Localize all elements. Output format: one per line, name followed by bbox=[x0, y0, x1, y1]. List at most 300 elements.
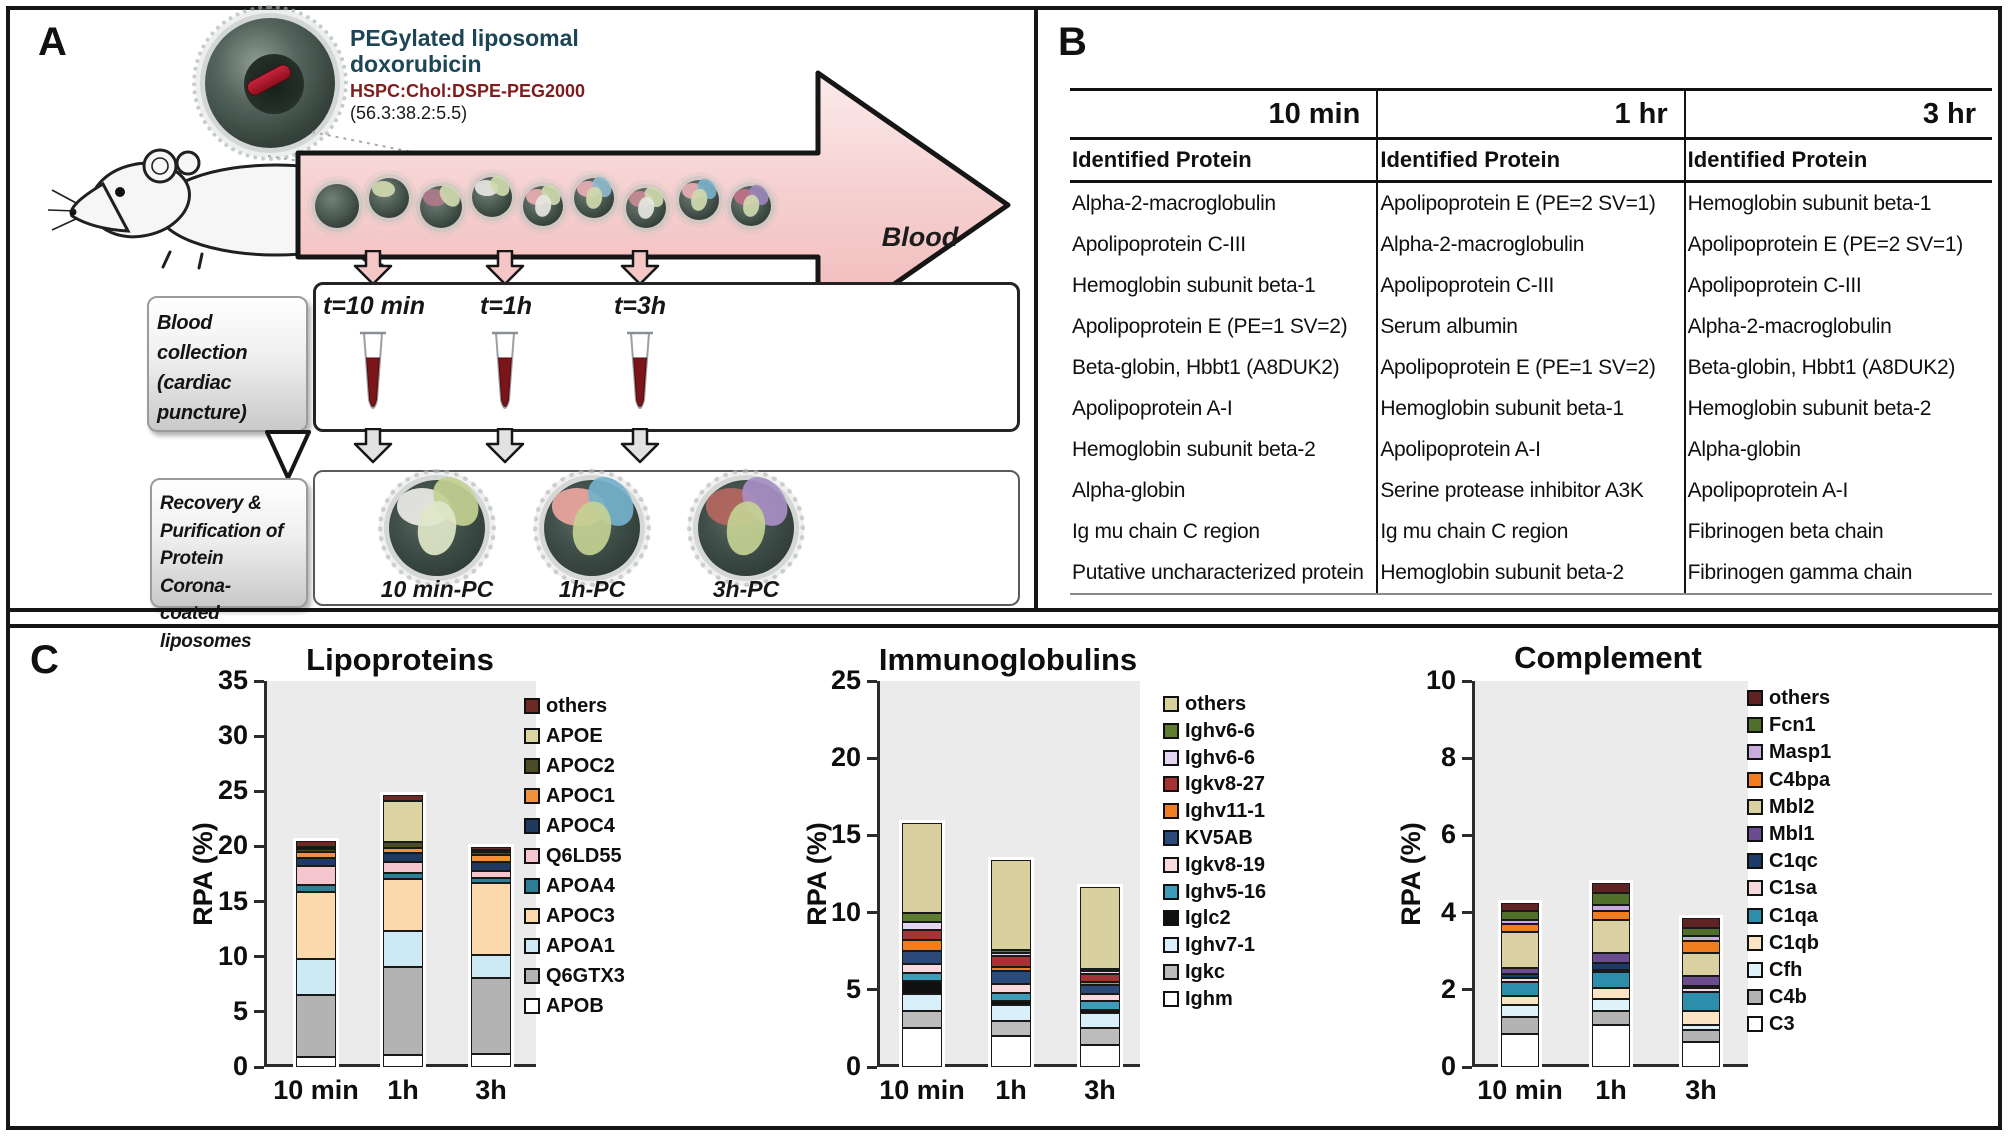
protein-cell: Apolipoprotein C-III bbox=[1072, 232, 1246, 256]
protein-cell: Alpha-2-macroglobulin bbox=[1685, 306, 1992, 347]
y-tick-label: 20 bbox=[830, 742, 861, 773]
legend-label: APOA4 bbox=[546, 875, 615, 897]
legend-swatch-Igkv8-27 bbox=[1163, 776, 1179, 792]
legend-label: others bbox=[546, 695, 608, 717]
bar-segment-Igkv8-27 bbox=[902, 930, 942, 941]
down-arrow-pink-icon bbox=[485, 250, 525, 286]
panel-c-label: C bbox=[30, 638, 59, 682]
bar-stack bbox=[1682, 918, 1720, 1067]
legend-label: Mbl2 bbox=[1769, 795, 1815, 818]
y-tick-label: 0 bbox=[1440, 1051, 1456, 1081]
y-tick-label: 15 bbox=[830, 819, 861, 850]
bar-segment-APOA1 bbox=[471, 955, 511, 978]
y-tick-label: 25 bbox=[830, 665, 861, 695]
circulating-liposome bbox=[523, 186, 563, 226]
recovery-box bbox=[150, 478, 308, 652]
bar-segment-Q6LD55 bbox=[296, 866, 336, 885]
protein-cell: Hemoglobin subunit beta-2 bbox=[1685, 388, 1992, 429]
bar-segment-Q6LD55 bbox=[471, 871, 511, 879]
bar-segment-Mbl1 bbox=[1682, 976, 1720, 986]
legend-swatch-Mbl2 bbox=[1747, 799, 1763, 815]
bar-segment-Ighv5-16 bbox=[1080, 1001, 1120, 1010]
y-tick-mark bbox=[254, 1066, 264, 1069]
legend-swatch-Masp1 bbox=[1747, 744, 1763, 760]
x-category-label: 3h bbox=[475, 1075, 507, 1105]
circulating-liposome bbox=[315, 184, 359, 228]
y-tick-mark bbox=[1462, 680, 1472, 683]
y-tick-mark bbox=[1462, 911, 1472, 914]
bar-segment-Ighv11-1 bbox=[902, 940, 942, 951]
bar-segment-Igkv8-27 bbox=[1080, 974, 1120, 982]
legend-label: APOC1 bbox=[546, 785, 615, 807]
legend-label: C1qc bbox=[1769, 850, 1818, 873]
y-tick-label: 8 bbox=[1440, 742, 1456, 773]
y-tick-label: 25 bbox=[217, 775, 248, 806]
protein-cell: Hemoglobin subunit beta-1 bbox=[1072, 273, 1316, 297]
circulating-liposome bbox=[626, 188, 666, 228]
stacked-bar bbox=[1682, 681, 1720, 1067]
protein-table bbox=[1070, 88, 1992, 595]
bar-segment-C1qb bbox=[1501, 996, 1539, 1006]
panel-c-top-border bbox=[10, 624, 1998, 628]
chart-title: Lipoproteins bbox=[306, 642, 494, 677]
panel-a-b-divider bbox=[1034, 10, 1038, 608]
bar-segment-APOC3 bbox=[471, 883, 511, 955]
bar-segment-Ighv5-16 bbox=[991, 993, 1031, 1001]
y-tick-label: 35 bbox=[217, 665, 248, 695]
bar-segment-C4b bbox=[1592, 1011, 1630, 1025]
legend-swatch-Mbl1 bbox=[1747, 826, 1763, 842]
y-tick-label: 0 bbox=[232, 1051, 248, 1081]
legend-swatch-APOE bbox=[524, 728, 540, 744]
bar-segment-KV5AB bbox=[1080, 985, 1120, 994]
blood-tube-icon bbox=[487, 330, 523, 426]
y-tick-mark bbox=[254, 1010, 264, 1013]
legend-label: APOC4 bbox=[546, 815, 615, 837]
bar-segment-Fcn1 bbox=[1501, 911, 1539, 921]
mouse-ear bbox=[177, 152, 199, 174]
legend-swatch-C4b bbox=[1747, 989, 1763, 1005]
recovery-line1: Recovery & bbox=[160, 493, 262, 514]
y-tick-label: 0 bbox=[845, 1051, 861, 1081]
circulating-liposome bbox=[574, 178, 614, 218]
down-arrow-pink-icon bbox=[353, 250, 393, 286]
bar-segment-APOA1 bbox=[383, 931, 423, 966]
protein-cell: Serine protease inhibitor A3K bbox=[1377, 470, 1684, 511]
pointer-triangle bbox=[260, 428, 316, 484]
legend-label: APOE bbox=[546, 725, 603, 747]
protein-cell: Putative uncharacterized protein bbox=[1070, 552, 1377, 594]
protein-cell: Apolipoprotein C-III bbox=[1377, 265, 1684, 306]
stacked-bar bbox=[471, 681, 511, 1067]
y-tick-mark bbox=[867, 911, 877, 914]
legend-swatch-Ighv7-1 bbox=[1163, 937, 1179, 953]
corona-coated-liposome bbox=[544, 480, 640, 576]
bar-segment-Ighv6-6 bbox=[902, 913, 942, 922]
bar-segment-APOC4 bbox=[296, 858, 336, 867]
bar-stack bbox=[991, 860, 1031, 1067]
legend-swatch-Ighv6-6 bbox=[1163, 750, 1179, 766]
stacked-bar bbox=[991, 681, 1031, 1067]
peg-brush-ring bbox=[687, 469, 805, 587]
legend-swatch-Iglc2 bbox=[1163, 910, 1179, 926]
time-header-cell: 1 hr bbox=[1377, 90, 1684, 139]
protein-corona-blob bbox=[742, 194, 760, 217]
bar-segment-APOC1 bbox=[471, 855, 511, 862]
legend-swatch-Ighv11-1 bbox=[1163, 803, 1179, 819]
legend-label: Ighv6-6 bbox=[1185, 719, 1256, 742]
bar-segment-others bbox=[1501, 903, 1539, 911]
circulating-liposome bbox=[420, 186, 462, 228]
bar-segment-C1qa bbox=[1501, 982, 1539, 996]
legend-label: Ighv11-1 bbox=[1185, 800, 1266, 823]
circulating-liposome bbox=[731, 186, 771, 226]
y-tick-mark bbox=[254, 735, 264, 738]
bar-stack bbox=[383, 795, 423, 1067]
protein-cell: Apolipoprotein E (PE=1 SV=2) bbox=[1377, 347, 1684, 388]
legend-swatch-C1qa bbox=[1747, 908, 1763, 924]
protein-cell: Serum albumin bbox=[1377, 306, 1684, 347]
y-tick-mark bbox=[867, 834, 877, 837]
protein-cell: Apolipoprotein A-I bbox=[1072, 396, 1233, 420]
legend-swatch-KV5AB bbox=[1163, 830, 1179, 846]
peg-brush-ring bbox=[378, 469, 496, 587]
y-tick-label: 6 bbox=[1440, 819, 1456, 850]
stacked-bar bbox=[1592, 681, 1630, 1067]
y-tick-mark bbox=[254, 900, 264, 903]
corona-coated-liposome bbox=[698, 480, 794, 576]
circulating-liposome bbox=[369, 178, 409, 218]
x-category-label: 10 min bbox=[1477, 1075, 1563, 1105]
bar-segment-others bbox=[1592, 883, 1630, 893]
bar-segment-Igkv8-19 bbox=[991, 984, 1031, 993]
bar-segment-APOB bbox=[296, 1057, 336, 1067]
bar-segment-APOB bbox=[383, 1055, 423, 1067]
pc-label-1h: 1h-PC bbox=[558, 576, 626, 602]
protein-cell: Alpha-2-macroglobulin bbox=[1377, 224, 1684, 265]
y-axis-label: RPA (%) bbox=[1396, 822, 1426, 926]
bar-segment-Mbl2 bbox=[1501, 932, 1539, 969]
legend-label: C1qa bbox=[1769, 904, 1818, 927]
bar-segment-others bbox=[383, 795, 423, 802]
bar-segment-APOC4 bbox=[383, 853, 423, 862]
bar-segment-APOC3 bbox=[296, 892, 336, 959]
legend-label: Q6LD55 bbox=[546, 845, 622, 867]
legend-swatch-C3 bbox=[1747, 1016, 1763, 1032]
legend-swatch-Cfh bbox=[1747, 962, 1763, 978]
bar-segment-Fcn1 bbox=[1682, 928, 1720, 936]
stacked-bar bbox=[296, 681, 336, 1067]
legend-label: APOC2 bbox=[546, 755, 615, 777]
peg-brush-ring bbox=[533, 469, 651, 587]
bar-segment-C1qa bbox=[1682, 992, 1720, 1011]
y-tick-label: 5 bbox=[845, 973, 861, 1004]
down-arrow-gray-icon bbox=[353, 428, 393, 464]
protein-corona-blob bbox=[637, 196, 655, 219]
protein-cell: Apolipoprotein A-I bbox=[1685, 470, 1992, 511]
y-tick-label: 10 bbox=[217, 940, 248, 971]
chart-title: Immunoglobulins bbox=[878, 642, 1138, 677]
bar-segment-APOC3 bbox=[383, 879, 423, 932]
y-tick-mark bbox=[254, 845, 264, 848]
protein-cell: Beta-globin, Hbbt1 (A8DUK2) bbox=[1072, 355, 1340, 379]
chart-title: Complement bbox=[1514, 640, 1702, 675]
y-tick-mark bbox=[867, 680, 877, 683]
legend-swatch-Ighv5-16 bbox=[1163, 884, 1179, 900]
identified-protein-header-cell: Identified Protein bbox=[1377, 139, 1684, 182]
bar-segment-Ighm bbox=[902, 1028, 942, 1067]
bar-stack bbox=[1501, 903, 1539, 1067]
bar-segment-Fcn1 bbox=[1592, 893, 1630, 905]
bar-segment-APOE bbox=[383, 801, 423, 842]
protein-corona-blob bbox=[372, 181, 394, 197]
bar-segment-Ighm bbox=[1080, 1045, 1120, 1067]
blood-tube-icon bbox=[622, 330, 658, 426]
bar-segment-APOC4 bbox=[471, 862, 511, 871]
bar-segment-C4b bbox=[1682, 1030, 1720, 1042]
stacked-bar bbox=[902, 681, 942, 1067]
y-tick-mark bbox=[1462, 757, 1472, 760]
protein-cell: Ig mu chain C region bbox=[1377, 511, 1684, 552]
legend-swatch-Q6GTX3 bbox=[524, 968, 540, 984]
bar-segment-C4bpa bbox=[1501, 924, 1539, 932]
liposome-ratio: (56.3:38.2:5.5) bbox=[350, 102, 468, 123]
protein-cell: Ig mu chain C region bbox=[1072, 519, 1260, 543]
protein-cell: Beta-globin, Hbbt1 (A8DUK2) bbox=[1685, 347, 1992, 388]
bar-segment-Q6GTX3 bbox=[471, 978, 511, 1054]
x-category-label: 3h bbox=[1685, 1075, 1717, 1105]
timepoint-3h: t=3h bbox=[613, 292, 667, 320]
legend-label: C1sa bbox=[1769, 877, 1817, 900]
stacked-bar bbox=[383, 681, 423, 1067]
mouse-ear bbox=[144, 150, 176, 182]
protein-cell: Apolipoprotein C-III bbox=[1685, 265, 1992, 306]
bar-segment-others bbox=[1682, 918, 1720, 928]
bar-segment-Ighv6-6 bbox=[902, 922, 942, 930]
bar-segment-Ighm bbox=[991, 1036, 1031, 1067]
legend-label: Q6GTX3 bbox=[546, 965, 625, 987]
legend-swatch-Fcn1 bbox=[1747, 717, 1763, 733]
legend-swatch-Q6LD55 bbox=[524, 848, 540, 864]
protein-cell: Fibrinogen gamma chain bbox=[1685, 552, 1992, 594]
bar-stack bbox=[471, 847, 511, 1067]
legend-label: others bbox=[1769, 687, 1831, 709]
y-tick-mark bbox=[254, 790, 264, 793]
timepoint-10min: t=10 min bbox=[322, 292, 426, 320]
legend-swatch-others bbox=[1747, 690, 1763, 706]
legend-swatch-APOA1 bbox=[524, 938, 540, 954]
protein-cell: Hemoglobin subunit beta-1 bbox=[1685, 182, 1992, 225]
bar-segment-C3 bbox=[1682, 1042, 1720, 1067]
legend-label: Igkv8-19 bbox=[1185, 853, 1266, 876]
bar-segment-Q6GTX3 bbox=[296, 995, 336, 1057]
legend-swatch-APOC1 bbox=[524, 788, 540, 804]
y-tick-label: 20 bbox=[217, 830, 248, 861]
bar-segment-C3 bbox=[1501, 1034, 1539, 1067]
pc-label-10min: 10 min-PC bbox=[380, 576, 494, 602]
legend-label: others bbox=[1185, 693, 1247, 715]
protein-corona-blob bbox=[585, 186, 603, 209]
bar-segment-Ighv7-1 bbox=[991, 1005, 1031, 1020]
bar-segment-Cfh bbox=[1592, 999, 1630, 1011]
legend-label: Mbl1 bbox=[1769, 823, 1815, 845]
bar-segment-others bbox=[902, 823, 942, 913]
bar-segment-C1qb bbox=[1682, 1011, 1720, 1025]
blood-tube-icon bbox=[355, 330, 391, 426]
legend-label: KV5AB bbox=[1185, 827, 1253, 849]
y-tick-mark bbox=[254, 680, 264, 683]
legend-swatch-Ighm bbox=[1163, 991, 1179, 1007]
y-tick-mark bbox=[867, 757, 877, 760]
bar-segment-C1qa bbox=[1592, 972, 1630, 987]
legend-label: Masp1 bbox=[1769, 741, 1832, 764]
y-tick-mark bbox=[867, 988, 877, 991]
protein-cell: Hemoglobin subunit beta-2 bbox=[1377, 552, 1684, 594]
legend-swatch-others bbox=[524, 698, 540, 714]
y-tick-label: 2 bbox=[1440, 973, 1456, 1004]
blood-collection-line3: puncture) bbox=[157, 402, 247, 424]
legend-swatch-C1sa bbox=[1747, 880, 1763, 896]
blood-label: Blood bbox=[881, 222, 959, 252]
legend-swatch-C4bpa bbox=[1747, 772, 1763, 788]
bar-segment-Igkc bbox=[991, 1021, 1031, 1036]
bar-segment-Ighv7-1 bbox=[1080, 1013, 1120, 1028]
x-category-label: 1h bbox=[1595, 1075, 1627, 1105]
timepoint-1h: t=1h bbox=[479, 292, 533, 320]
identified-protein-header-cell: Identified Protein bbox=[1685, 139, 1992, 182]
legend-swatch-others bbox=[1163, 696, 1179, 712]
legend-label: APOC3 bbox=[546, 905, 615, 927]
legend-label: Iglc2 bbox=[1185, 907, 1231, 930]
y-tick-label: 15 bbox=[217, 885, 248, 916]
legend-swatch-APOC2 bbox=[524, 758, 540, 774]
legend-swatch-APOB bbox=[524, 998, 540, 1014]
y-tick-label: 30 bbox=[217, 720, 248, 751]
liposome-composition: HSPC:Chol:DSPE-PEG2000 bbox=[350, 80, 586, 101]
circulating-liposome bbox=[679, 180, 719, 220]
panel-b-label: B bbox=[1058, 20, 1087, 64]
protein-cell: Apolipoprotein E (PE=1 SV=2) bbox=[1072, 314, 1348, 338]
x-category-label: 10 min bbox=[879, 1075, 965, 1105]
protein-corona-blob bbox=[690, 188, 708, 211]
bar-segment-others bbox=[1080, 887, 1120, 969]
protein-cell: Alpha-globin bbox=[1685, 429, 1992, 470]
legend-label: C4bpa bbox=[1769, 768, 1831, 791]
bar-segment-Igkv8-19 bbox=[902, 964, 942, 973]
blood-collection-box bbox=[147, 296, 308, 432]
y-tick-mark bbox=[254, 955, 264, 958]
bar-segment-Mbl2 bbox=[1592, 920, 1630, 953]
identified-proteins-table bbox=[1070, 88, 1992, 595]
liposome-title-line2: doxorubicin bbox=[350, 50, 482, 77]
x-category-label: 1h bbox=[995, 1075, 1027, 1105]
stacked-bar bbox=[1080, 681, 1120, 1067]
time-header-cell: 3 hr bbox=[1685, 90, 1992, 139]
y-tick-label: 10 bbox=[1425, 665, 1456, 695]
bar-segment-APOB bbox=[471, 1054, 511, 1067]
recovery-line4: coated liposomes bbox=[160, 603, 252, 652]
legend-label: Igkv8-27 bbox=[1185, 773, 1266, 796]
bar-segment-Igkv8-27 bbox=[991, 956, 1031, 967]
x-category-label: 3h bbox=[1084, 1075, 1116, 1105]
bar-stack bbox=[1080, 887, 1120, 1067]
bar-segment-KV5AB bbox=[991, 971, 1031, 983]
bar-segment-APOA4 bbox=[296, 885, 336, 892]
x-category-label: 10 min bbox=[273, 1075, 359, 1105]
bar-segment-Iglc2 bbox=[902, 981, 942, 995]
bar-segment-Ighv5-16 bbox=[902, 973, 942, 981]
protein-cell: Hemoglobin subunit beta-2 bbox=[1072, 437, 1316, 461]
bar-segment-Ighv7-1 bbox=[902, 994, 942, 1011]
bar-segment-C4b bbox=[1501, 1017, 1539, 1034]
bar-segment-others bbox=[991, 860, 1031, 950]
legend-label: APOA1 bbox=[546, 935, 615, 957]
down-arrow-gray-icon bbox=[620, 428, 660, 464]
legend-swatch-C1qc bbox=[1747, 853, 1763, 869]
bar-segment-KV5AB bbox=[902, 951, 942, 963]
down-arrow-gray-icon bbox=[485, 428, 525, 464]
bar-segment-C1qb bbox=[1592, 988, 1630, 1000]
bar-segment-Mbl2 bbox=[1682, 953, 1720, 976]
bar-stack bbox=[1592, 883, 1630, 1067]
pc-label-3h: 3h-PC bbox=[712, 576, 780, 602]
bar-segment-Mbl1 bbox=[1592, 953, 1630, 963]
legend-label: APOB bbox=[546, 995, 604, 1017]
bar-segment-Q6GTX3 bbox=[383, 967, 423, 1055]
bar-segment-APOA1 bbox=[296, 959, 336, 995]
legend-label: Ighm bbox=[1185, 987, 1233, 1010]
top-row-bottom-border bbox=[10, 608, 1998, 612]
y-tick-mark bbox=[867, 1066, 877, 1069]
protein-cell: Fibrinogen beta chain bbox=[1685, 511, 1992, 552]
y-tick-mark bbox=[1462, 988, 1472, 991]
legend-label: Ighv5-16 bbox=[1185, 880, 1267, 903]
bar-segment-Q6LD55 bbox=[383, 862, 423, 873]
legend-label: Ighv6-6 bbox=[1185, 746, 1256, 769]
protein-cell: Alpha-2-macroglobulin bbox=[1072, 191, 1276, 215]
legend-label: Igkc bbox=[1185, 961, 1226, 983]
legend-label: Cfh bbox=[1769, 959, 1803, 981]
bar-stack bbox=[296, 841, 336, 1067]
protein-cell: Apolipoprotein E (PE=2 SV=1) bbox=[1685, 224, 1992, 265]
protein-corona-blob bbox=[534, 194, 552, 217]
down-arrow-pink-icon bbox=[620, 250, 660, 286]
identified-protein-header-cell: Identified Protein bbox=[1070, 139, 1377, 182]
y-tick-mark bbox=[1462, 834, 1472, 837]
bar-segment-C3 bbox=[1592, 1025, 1630, 1068]
bar-segment-C4bpa bbox=[1592, 911, 1630, 921]
circulating-liposome bbox=[472, 177, 512, 217]
panel-a-label: A bbox=[38, 20, 67, 64]
legend-swatch-APOA4 bbox=[524, 878, 540, 894]
y-tick-label: 10 bbox=[830, 896, 861, 927]
bar-stack bbox=[902, 823, 942, 1067]
bar-segment-Cfh bbox=[1501, 1005, 1539, 1017]
bar-segment-C1qc bbox=[1592, 963, 1630, 971]
protein-cell: Hemoglobin subunit beta-1 bbox=[1377, 388, 1684, 429]
legend-swatch-Ighv6-6 bbox=[1163, 723, 1179, 739]
time-header-cell: 10 min bbox=[1070, 90, 1377, 139]
stacked-bar bbox=[1501, 681, 1539, 1067]
legend-label: Ighv7-1 bbox=[1185, 934, 1256, 957]
legend-label: Fcn1 bbox=[1769, 714, 1816, 737]
legend-swatch-Igkc bbox=[1163, 964, 1179, 980]
legend-label: C3 bbox=[1769, 1013, 1795, 1036]
y-tick-label: 5 bbox=[232, 995, 248, 1026]
y-axis-label: RPA (%) bbox=[188, 822, 218, 926]
legend-swatch-APOC4 bbox=[524, 818, 540, 834]
recovery-line3: Protein Corona- bbox=[160, 548, 231, 597]
